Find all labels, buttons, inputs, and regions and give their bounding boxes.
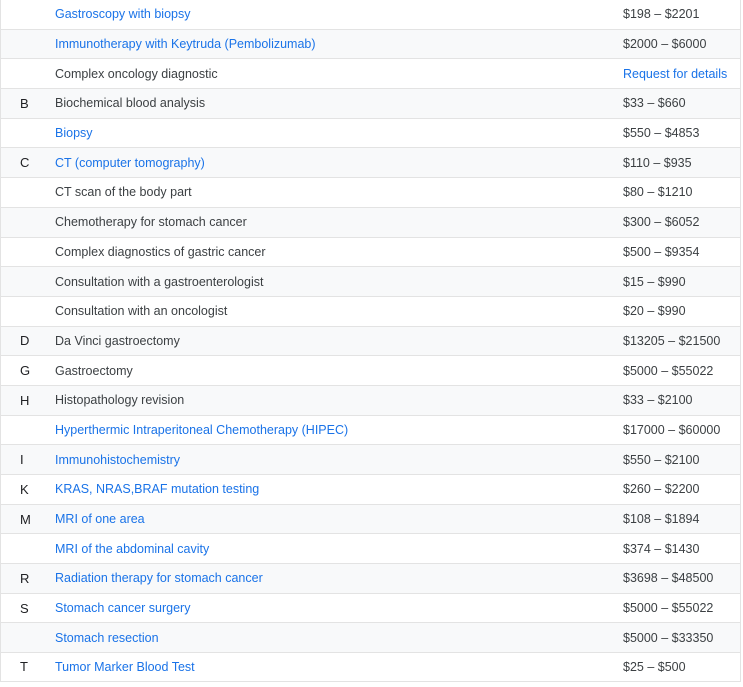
alphabet-letter: D — [20, 333, 30, 349]
alphabet-letter: R — [20, 570, 30, 586]
price-range: $550 – $4853 — [623, 126, 700, 141]
request-details-link[interactable]: Request for details — [623, 66, 728, 81]
service-link[interactable]: Stomach cancer surgery — [55, 601, 191, 616]
price-range: $33 – $660 — [623, 96, 686, 111]
service-link[interactable]: KRAS, NRAS,BRAF mutation testing — [55, 482, 260, 497]
service-link[interactable]: MRI of one area — [55, 512, 145, 527]
service-name: Gastroectomy — [55, 363, 133, 378]
price-range: $260 – $2200 — [623, 482, 700, 497]
table-row — [1, 355, 740, 385]
price-range: $374 – $1430 — [623, 541, 700, 556]
table-row — [1, 385, 740, 415]
alphabet-letter: C — [20, 155, 30, 171]
price-range: $3698 – $48500 — [623, 571, 714, 586]
alphabet-letter: K — [20, 481, 29, 497]
service-link[interactable]: Hyperthermic Intraperitoneal Chemotherapy (HIPEC) — [55, 422, 349, 437]
table-row — [1, 533, 740, 563]
table-row — [1, 177, 740, 207]
price-range: $17000 – $60000 — [623, 422, 721, 437]
table-row — [1, 593, 740, 623]
price-range: $2000 – $6000 — [623, 37, 707, 52]
price-range: $25 – $500 — [623, 659, 686, 674]
price-range: $500 – $9354 — [623, 244, 700, 259]
service-link[interactable]: MRI of the abdominal cavity — [55, 541, 210, 556]
table-row — [1, 0, 740, 29]
table-row — [1, 563, 740, 593]
service-name: Consultation with a gastroenterologist — [55, 274, 264, 289]
table-row — [1, 444, 740, 474]
alphabet-letter: G — [20, 363, 31, 379]
alphabet-letter: T — [20, 659, 28, 675]
table-row — [1, 474, 740, 504]
service-link[interactable]: Gastroscopy with biopsy — [55, 7, 191, 22]
table-row — [1, 88, 740, 118]
table-row — [1, 58, 740, 88]
service-link[interactable]: Immunohistochemistry — [55, 452, 181, 467]
service-link[interactable]: Tumor Marker Blood Test — [55, 659, 195, 674]
service-name: Complex diagnostics of gastric cancer — [55, 244, 266, 259]
price-range: $108 – $1894 — [623, 512, 700, 527]
table-row — [1, 415, 740, 445]
service-link[interactable]: Immunotherapy with Keytruda (Pembolizumab) — [55, 37, 316, 52]
price-range: $80 – $1210 — [623, 185, 693, 200]
table-row — [1, 326, 740, 356]
table-row — [1, 147, 740, 177]
table-row — [1, 29, 740, 59]
table-row — [1, 118, 740, 148]
alphabet-letter: H — [20, 392, 30, 408]
price-range: $33 – $2100 — [623, 393, 693, 408]
alphabet-letter: I — [20, 452, 24, 468]
service-link[interactable]: Radiation therapy for stomach cancer — [55, 571, 263, 586]
table-row — [1, 504, 740, 534]
service-link[interactable]: CT (computer tomography) — [55, 155, 205, 170]
table-row — [1, 266, 740, 296]
price-range: $15 – $990 — [623, 274, 686, 289]
table-row — [1, 207, 740, 237]
table-row — [1, 237, 740, 267]
price-range: $110 – $935 — [623, 155, 692, 170]
service-name: Histopathology revision — [55, 393, 185, 408]
alphabet-letter: M — [20, 511, 31, 527]
service-name: Chemotherapy for stomach cancer — [55, 215, 247, 230]
service-link[interactable]: Stomach resection — [55, 630, 159, 645]
table-row — [1, 652, 740, 682]
service-name: Da Vinci gastroectomy — [55, 333, 180, 348]
alphabet-letter: S — [20, 600, 29, 616]
price-range: $5000 – $33350 — [623, 630, 714, 645]
price-range: $550 – $2100 — [623, 452, 700, 467]
price-range: $5000 – $55022 — [623, 363, 714, 378]
service-name: Consultation with an oncologist — [55, 304, 228, 319]
price-range: $5000 – $55022 — [623, 601, 714, 616]
table-row — [1, 296, 740, 326]
alphabet-letter: B — [20, 95, 29, 111]
service-link[interactable]: Biopsy — [55, 126, 93, 141]
price-range: $300 – $6052 — [623, 215, 700, 230]
service-name: CT scan of the body part — [55, 185, 192, 200]
service-name: Complex oncology diagnostic — [55, 66, 218, 81]
price-range: $20 – $990 — [623, 304, 686, 319]
price-range: $198 – $2201 — [623, 7, 700, 22]
table-row — [1, 622, 740, 652]
service-name: Biochemical blood analysis — [55, 96, 206, 111]
price-range: $13205 – $21500 — [623, 333, 721, 348]
